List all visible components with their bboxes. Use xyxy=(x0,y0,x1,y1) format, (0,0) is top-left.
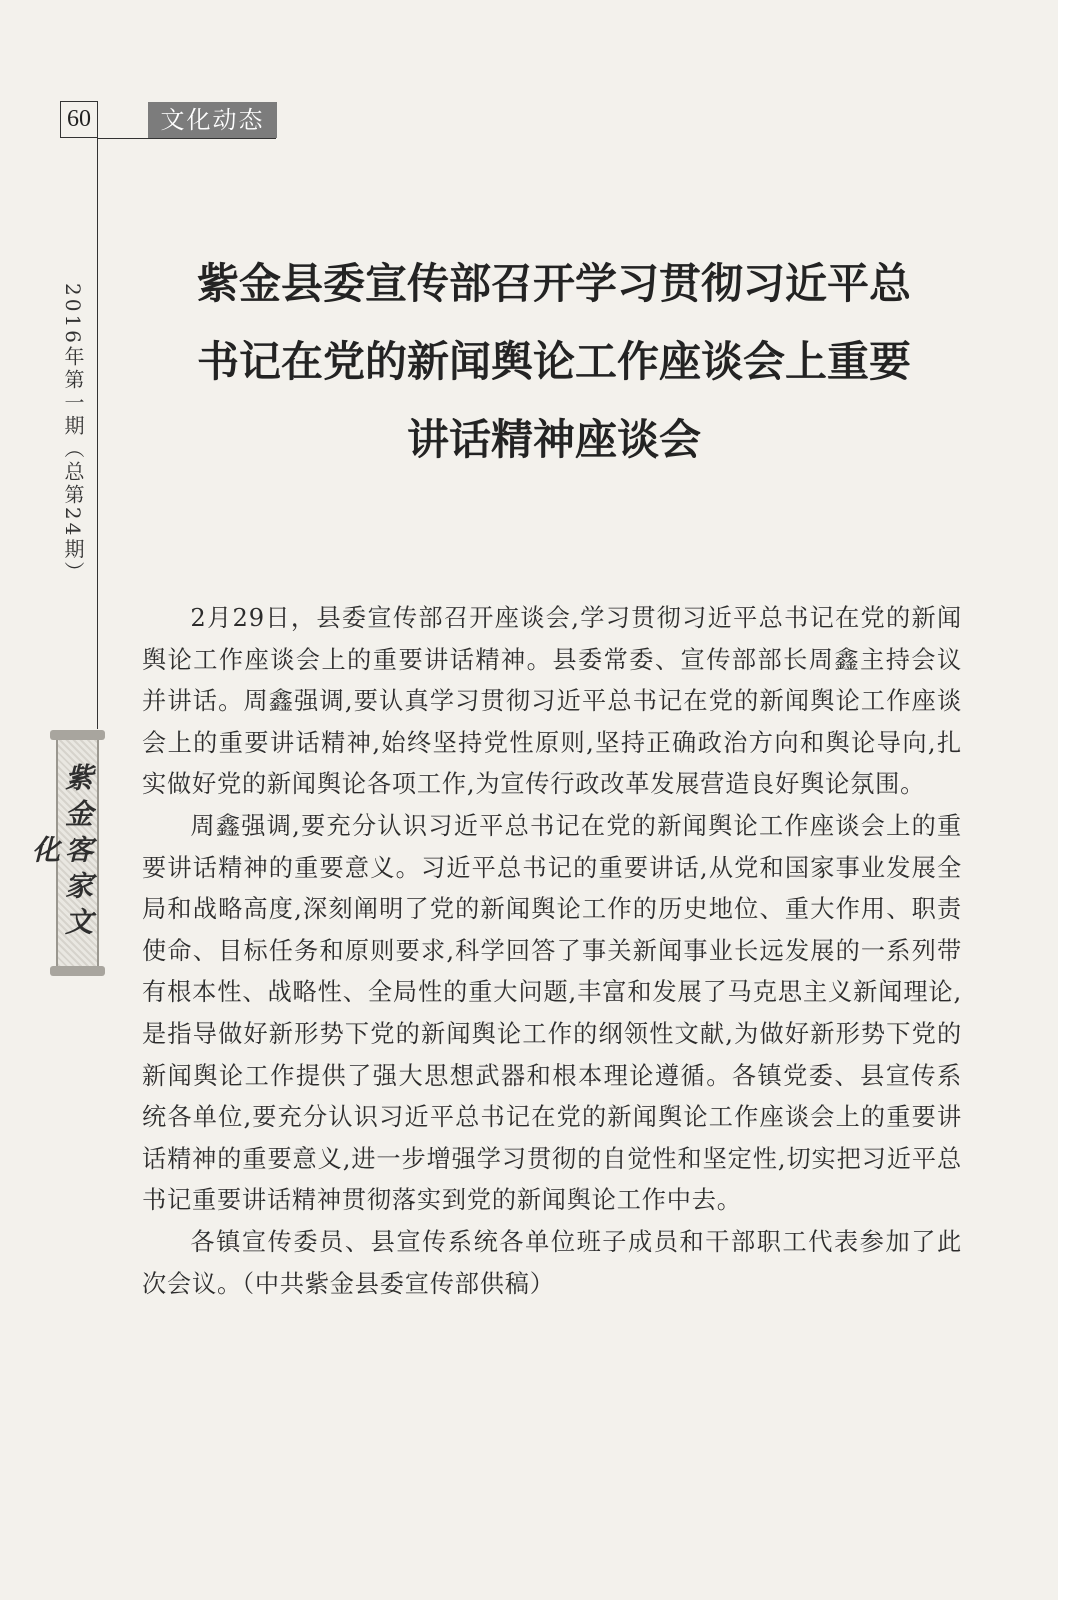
scroll-rod-bottom xyxy=(50,966,105,976)
title-line-3: 讲话精神座谈会 xyxy=(406,415,701,464)
header-rule xyxy=(98,138,276,139)
calligraphy-scroll xyxy=(28,730,105,976)
title-line-1: 紫金县委宣传部召开学习贯彻习近平总 xyxy=(196,259,911,308)
calligraphy-text: 紫金客家文化 xyxy=(28,763,94,943)
article-title xyxy=(150,245,958,479)
section-tag: 文化动态 xyxy=(148,102,277,138)
paragraph-1: 2月29日，县委宣传部召开座谈会,学习贯彻习近平总书记在党的新闻舆论工作座谈会上的重要讲话精神。县委常委、宣传部部长周鑫主持会议并讲话。周鑫强调,要认真学习贯彻习近平总书记在党的新闻舆论工作座谈会上的重要讲话精神,始终坚持党性原则,坚持正确政治方向和舆论导向,扎实做好党的新闻舆论各项工作,为宣传行政改革发展营造良好舆论氛围。 xyxy=(142,604,962,799)
title-line-2: 书记在党的新闻舆论工作座谈会上重要 xyxy=(196,337,911,386)
paragraph-3: 各镇宣传委员、县宣传系统各单位班子成员和干部职工代表参加了此次会议。（中共紫金县委宣传部供稿） xyxy=(142,1227,962,1298)
scan-edge xyxy=(1058,0,1076,1600)
margin-rule xyxy=(97,138,98,729)
scroll-rod-top xyxy=(50,730,105,740)
page-number: 60 xyxy=(60,101,98,138)
article-body xyxy=(142,598,962,1305)
issue-label: 2016年第一期（总第24期） xyxy=(61,283,85,585)
paragraph-2: 周鑫强调,要充分认识习近平总书记在党的新闻舆论工作座谈会上的重要讲话精神的重要意义。习近平总书记的重要讲话,从党和国家事业发展全局和战略高度,深刻阐明了党的新闻舆论工作的历史地位、重大作用、职责使命、目标任务和原则要求,科学回答了事关新闻事业长远发展的一系列带有根本性、战略性、全局性的重大问题,丰富和发展了马克思主义新闻理论,是指导做好新形势下党的新闻舆论工作的纲领性文献,为做好新形势下党的新闻舆论工作提供了强大思想武器和根本理论遵循。各镇党委、县宣传系统各单位,要充分认识习近平总书记在党的新闻舆论工作座谈会上的重要讲话精神的重要意义,进一步增强学习贯彻的自觉性和坚定性,切实把习近平总书记重要讲话精神贯彻落实到党的新闻舆论工作中去。 xyxy=(142,811,962,1215)
